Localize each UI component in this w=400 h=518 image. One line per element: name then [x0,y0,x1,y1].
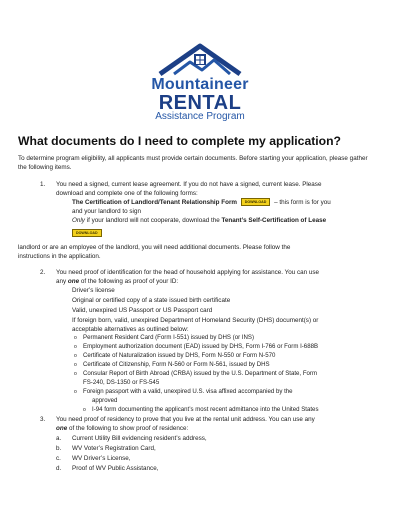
option-citizenship [74,361,383,370]
logo-line-mountaineer: Mountaineer [151,76,249,93]
download-landlord-form-button[interactable]: DOWNLOAD [241,198,271,206]
list-text: Proof of WV Public Assistance, [72,465,159,472]
option-text: I-94 form documenting the applicant’s most recent admittance into the United States [92,406,319,413]
download-self-certification-button[interactable]: DOWNLOAD [72,229,102,237]
list-letter: a. [56,435,62,442]
option-text: FS-240, DS-1350 or FS-545 [83,379,160,386]
intro-paragraph: To determine program eligibility, all applicants must provide certain documents. Before starting your application, please gather the following items. [18,155,368,171]
logo-line-rental: RENTAL [158,92,242,114]
logo-line-assistance: Assistance Program [155,111,245,122]
option-text: Employment authorization document (EAD) issued by DHS, Form I-766 or Form I-688B [83,343,319,350]
list-text: WV Driver’s License, [72,455,131,462]
item-3-one-emphasis: one [56,425,68,432]
continuation-line-2: instructions in the application. [18,253,101,260]
id-foreign-born: If foreign born, valid, unexpired Department of Homeland Security (DHS) document(s) or [72,317,319,324]
option-foreign-passport [74,388,383,397]
program-logo [0,0,400,122]
house-mountains-icon [150,40,250,80]
list-letter: d. [56,465,62,472]
option-permanent-resident [74,334,383,343]
id-us-passport: Valid, unexpired US Passport or US Passport card [72,307,213,314]
bullet-icon: o [74,344,77,350]
bullet-icon: o [74,353,77,359]
self-certification-text: if your landlord will not cooperate, download the [84,217,222,224]
bullet-icon: o [83,407,86,413]
option-crba [74,370,383,379]
item-2-suffix: of the following as proof of your ID: [79,278,179,285]
item-3-line-2 [56,424,188,433]
list-letter: c. [56,455,61,462]
self-certification-form-title: Tenant’s Self-Certification of Lease [221,217,327,224]
id-birth-certificate: Original or certified copy of a state issued birth certificate [72,297,231,304]
option-text: Certificate of Naturalization issued by DHS, Form N-550 or Form N-570 [83,352,276,359]
option-text: Consular Report of Birth Abroad (CRBA) issued by the U.S. Department of State, Form [83,370,318,377]
landlord-tenant-form-line-2: and your landlord to sign [72,208,141,215]
bullet-icon: o [74,389,77,395]
download-self-cert-wrapper [70,224,104,242]
id-foreign-born-cont: acceptable alternatives as outlined below: [72,326,189,333]
item-3-line-1: You need proof of residency to prove that you live at the rental unit address. You can use any [56,416,315,423]
option-text: approved [92,397,118,404]
option-text: Permanent Resident Card (Form I-551) issued by DHS (or INS) [83,334,255,341]
item-2-line-2 [56,277,178,286]
item-2-one-emphasis: one [67,278,80,285]
bullet-icon: o [74,371,77,377]
item-2-line-1: You need proof of identification for the head of household applying for assistance. You can use [56,269,320,276]
bullet-icon: o [74,362,77,368]
item-3-suffix: of the following to show proof of residence: [67,425,189,432]
item-2-number: 2. [40,269,46,276]
option-text: Foreign passport with a valid, unexpired U.S. visa affixed accompanied by the [83,388,293,395]
continuation-line-1: landlord or are an employee of the landlord, you will need additional documents. Please follow the [18,244,291,251]
id-drivers-license: Driver’s license [72,287,115,294]
item-3-number: 3. [40,416,46,423]
bullet-icon: o [74,335,77,341]
item-1-number: 1. [40,181,46,188]
option-i94 [83,406,392,415]
landlord-tenant-form-suffix: – this form is for you [274,199,331,206]
list-letter: b. [56,445,62,452]
landlord-tenant-form-line [72,198,331,207]
option-naturalization [74,352,383,361]
item-2-any: any [56,278,68,285]
page-heading: What documents do I need to complete my application? [18,134,341,148]
landlord-tenant-form-title: The Certification of Landlord/Tenant Relationship Form [72,199,238,206]
list-text: Current Utility Bill evidencing resident’s address, [72,435,207,442]
item-1-line-1: You need a signed, current lease agreement. If you do not have a signed, current lease. Please [56,181,322,188]
self-certification-line [72,216,326,225]
option-crba-cont [83,379,383,388]
item-1-line-2: download and complete one of the following forms: [56,190,198,197]
only-word: Only [72,217,85,224]
list-text: WV Voter’s Registration Card, [72,445,156,452]
option-ead [74,343,383,352]
option-text: Certificate of Citizenship, Form N-560 or Form N-561, issued by DHS [83,361,270,368]
option-foreign-passport-cont [92,397,392,406]
